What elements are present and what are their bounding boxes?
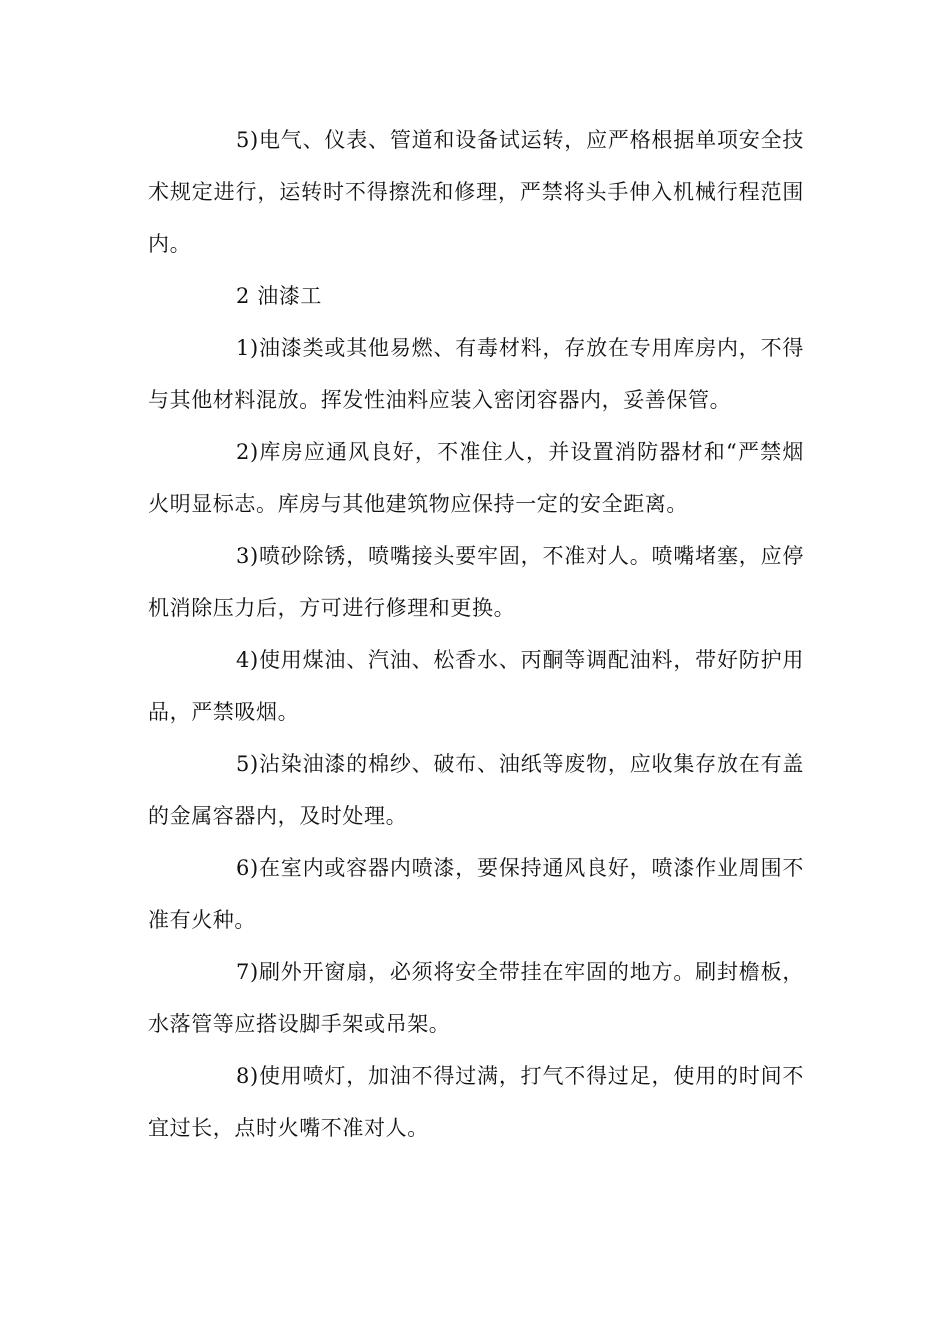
section-heading-painter: 2 油漆工 xyxy=(236,284,323,308)
paragraph-item-4-mixing-oil: 4)使用煤油、汽油、松香水、丙酮等调配油料，带好防护用品，严禁吸烟。 xyxy=(148,648,804,724)
paragraph-item-8-blowtorch: 8)使用喷灯，加油不得过满，打气不得过足，使用的时间不宜过长，点时火嘴不准对人。 xyxy=(148,1064,804,1140)
document-body xyxy=(148,114,804,1154)
paragraph-item-5-waste: 5)沾染油漆的棉纱、破布、油纸等废物，应收集存放在有盖的金属容器内，及时处理。 xyxy=(148,752,804,828)
paragraph-item-3-sandblasting: 3)喷砂除锈，喷嘴接头要牢固，不准对人。喷嘴堵塞，应停机消除压力后，方可进行修理和更换。 xyxy=(148,544,804,620)
paragraph-item-1-storage: 1)油漆类或其他易燃、有毒材料，存放在专用库房内，不得与其他材料混放。挥发性油料应装入密闭容器内，妥善保管。 xyxy=(148,336,804,412)
paragraph-item-5-equipment-trial: 5)电气、仪表、管道和设备试运转，应严格根据单项安全技术规定进行，运转时不得擦洗和修理，严禁将头手伸入机械行程范围内。 xyxy=(148,128,804,256)
paragraph-item-7-window-painting: 7)刷外开窗扇，必须将安全带挂在牢固的地方。刷封檐板，水落管等应搭设脚手架或吊架。 xyxy=(148,960,804,1036)
paragraph-item-2-warehouse: 2)库房应通风良好，不准住人，并设置消防器材和“严禁烟火明显标志。库房与其他建筑物应保持一定的安全距离。 xyxy=(148,440,804,516)
paragraph-item-6-spray-painting: 6)在室内或容器内喷漆，要保持通风良好，喷漆作业周围不准有火种。 xyxy=(148,856,804,932)
